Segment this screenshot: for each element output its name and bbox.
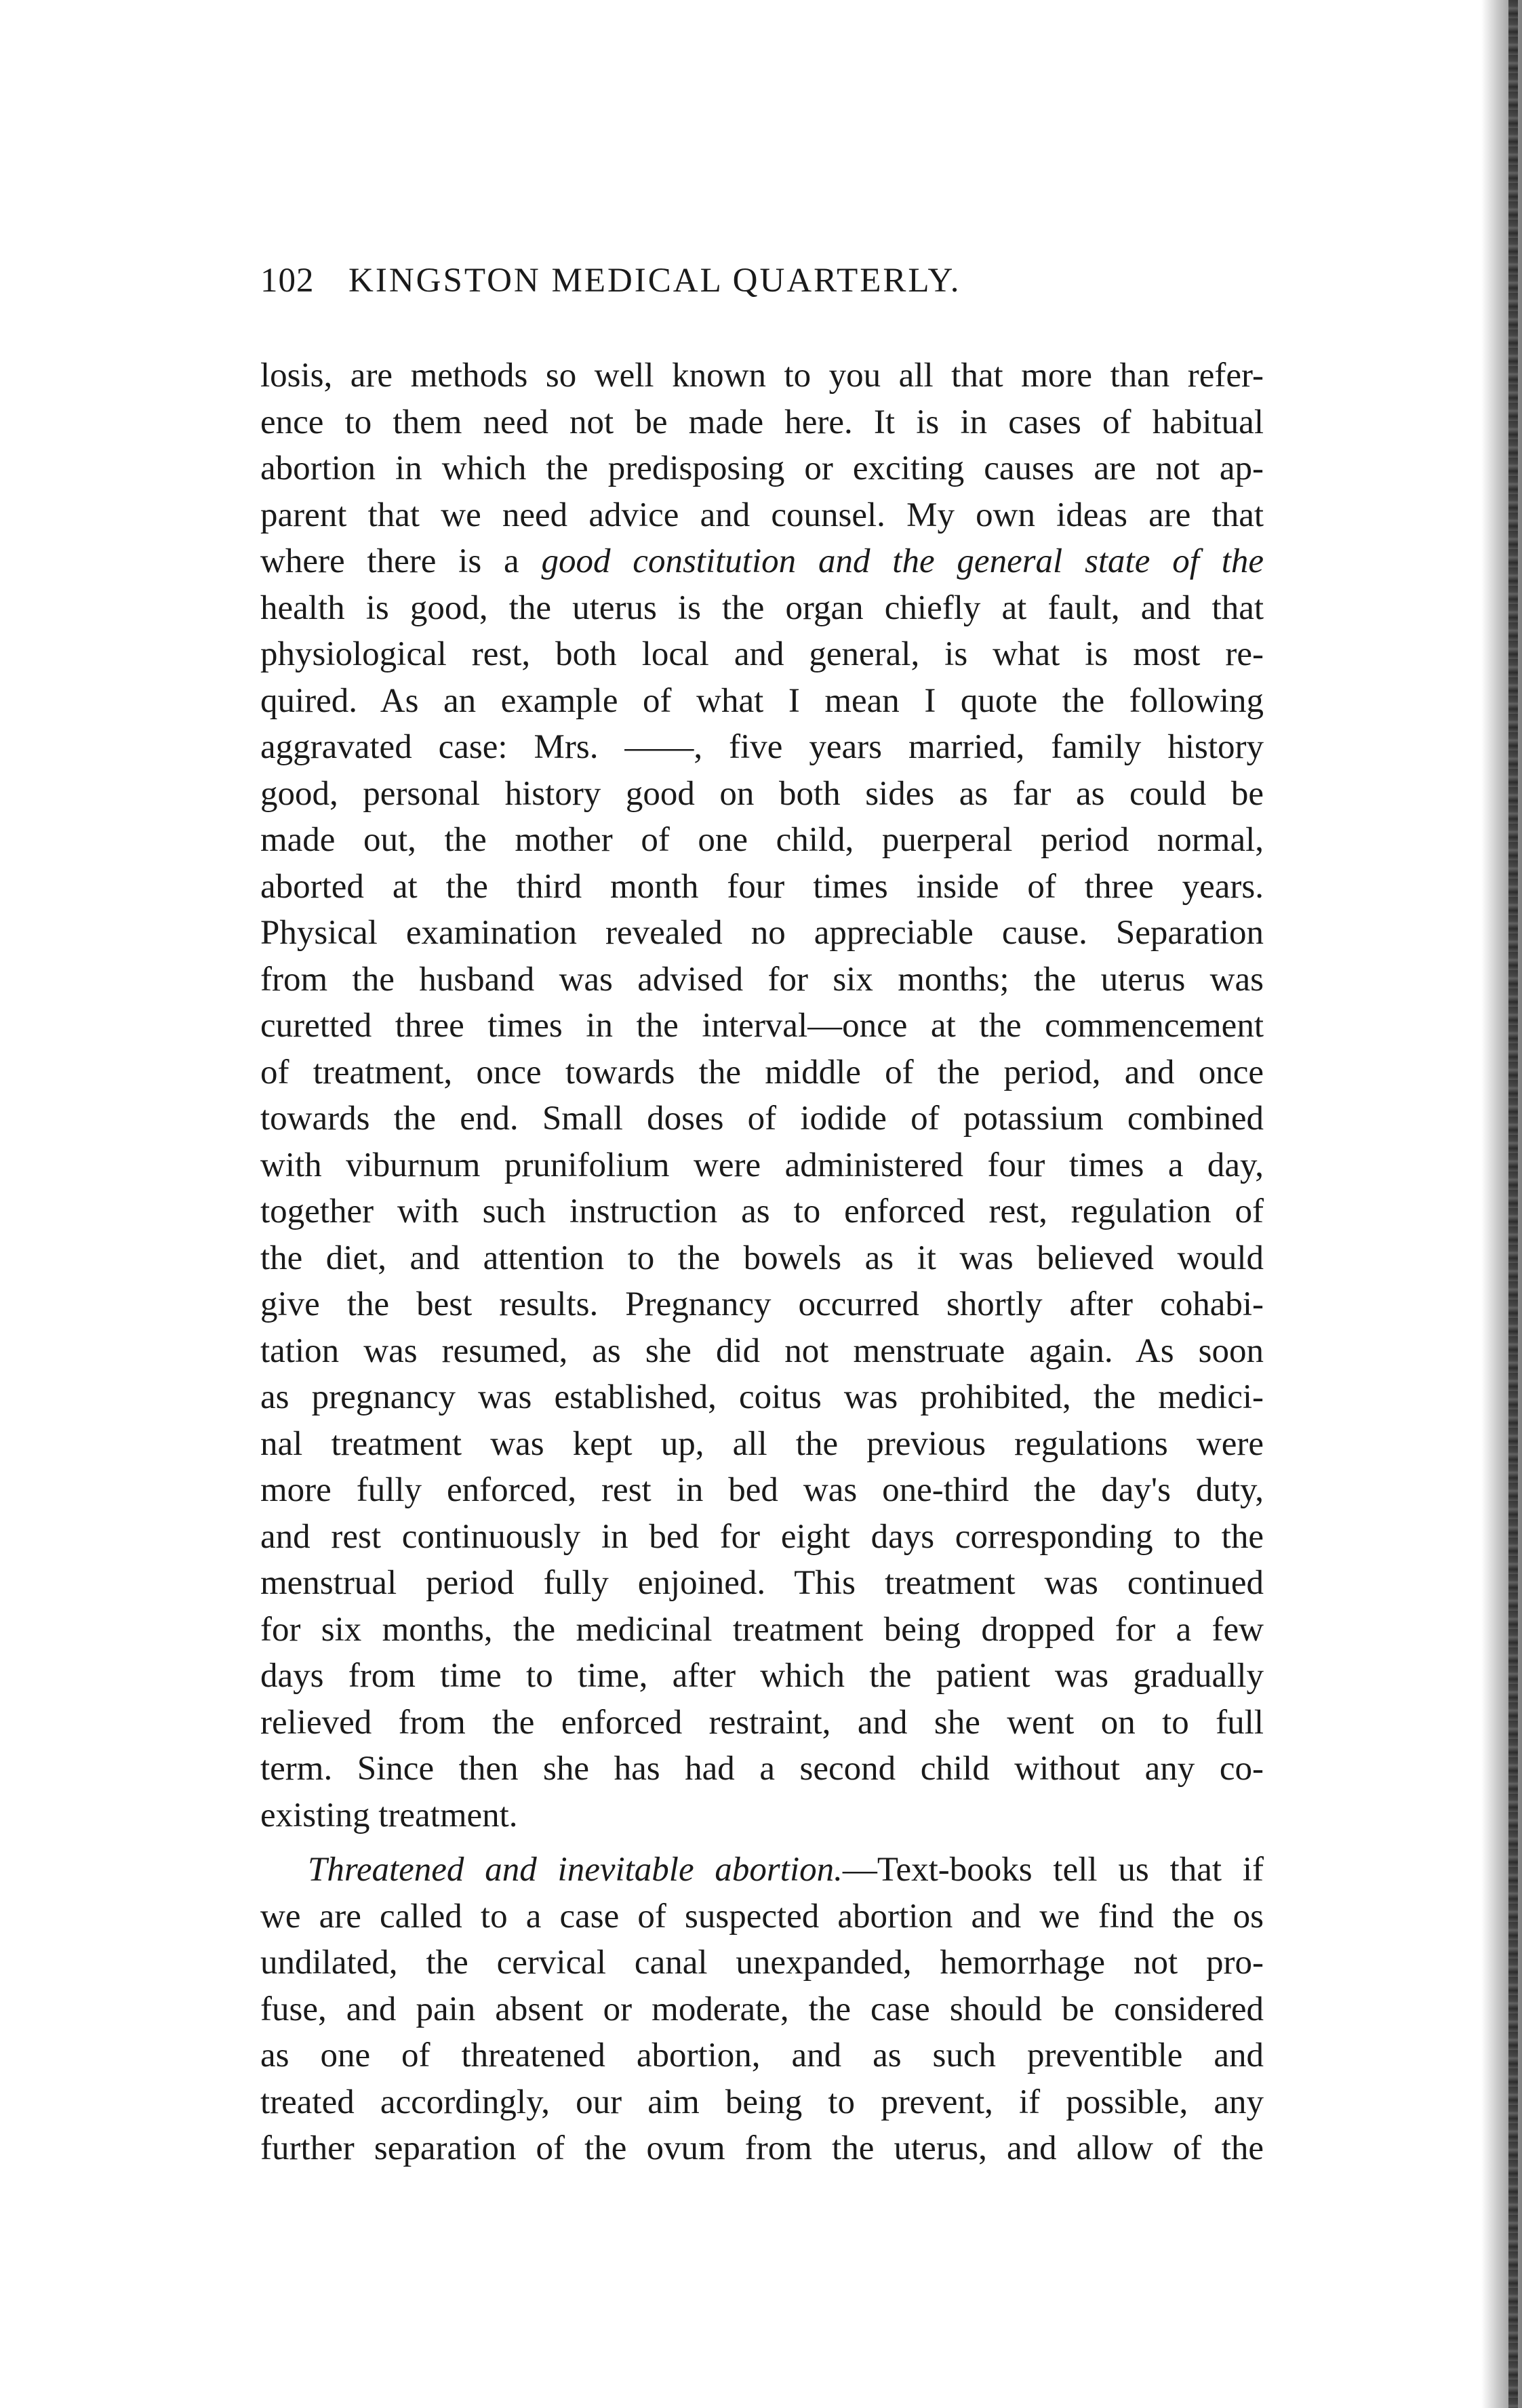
text-line: treated accordingly, our aim being to prevent, if possible, any bbox=[260, 2083, 1264, 2121]
page-header bbox=[260, 261, 1264, 315]
text-line: with viburnum prunifolium were administered four times a day, bbox=[260, 1146, 1264, 1184]
text-line: give the best results. Pregnancy occurred shortly after cohabi- bbox=[260, 1285, 1264, 1323]
text-segment: where there is a bbox=[260, 542, 542, 580]
paragraph-1 bbox=[260, 353, 1264, 1839]
text-line: as one of threatened abortion, and as such preventible and bbox=[260, 2036, 1264, 2074]
text-line: ence to them need not be made here. It is in cases of habitual bbox=[260, 403, 1264, 441]
text-line: as pregnancy was established, coitus was prohibited, the medici- bbox=[260, 1378, 1264, 1416]
italic-phrase: good constitution and the general state of the bbox=[541, 542, 1264, 580]
text-line: good, personal history good on both sides as far as could be bbox=[260, 774, 1264, 813]
text-line: of treatment, once towards the middle of the period, and once bbox=[260, 1053, 1264, 1091]
text-line: curetted three times in the interval—once at the commencement bbox=[260, 1007, 1264, 1045]
text-line: relieved from the enforced restraint, and she went on to full bbox=[260, 1703, 1264, 1742]
text-line-mixed bbox=[260, 1847, 1264, 1893]
text-line: the diet, and attention to the bowels as it was believed would bbox=[260, 1239, 1264, 1277]
text-line: losis, are methods so well known to you all that more than refer- bbox=[260, 357, 1264, 395]
text-line: days from time to time, after which the patient was gradually bbox=[260, 1657, 1264, 1695]
text-line: menstrual period fully enjoined. This treatment was continued bbox=[260, 1564, 1264, 1602]
page-number: 102 bbox=[260, 262, 315, 300]
text-line: existing treatment. bbox=[260, 1796, 518, 1834]
section-heading: Threatened and inevitable abortion. bbox=[308, 1851, 843, 1889]
text-line: together with such instruction as to enforced rest, regulation of bbox=[260, 1192, 1264, 1230]
text-line: for six months, the medicinal treatment being dropped for a few bbox=[260, 1610, 1264, 1649]
scan-edge-texture bbox=[1508, 0, 1518, 2408]
text-line: further separation of the ovum from the uterus, and allow of the bbox=[260, 2129, 1264, 2167]
paragraph-2 bbox=[260, 1847, 1264, 2172]
text-line: health is good, the uterus is the organ chiefly at fault, and that bbox=[260, 588, 1264, 627]
text-line: abortion in which the predisposing or exciting causes are not ap- bbox=[260, 449, 1264, 487]
text-line: more fully enforced, rest in bed was one-third the day's duty, bbox=[260, 1471, 1264, 1509]
text-line: aborted at the third month four times inside of three years. bbox=[260, 867, 1264, 906]
text-line: term. Since then she has had a second child without any co- bbox=[260, 1750, 1264, 1788]
text-line: and rest continuously in bed for eight days corresponding to the bbox=[260, 1517, 1264, 1556]
text-line: aggravated case: Mrs. ——, five years married, family history bbox=[260, 728, 1264, 766]
running-title: KINGSTON MEDICAL QUARTERLY. bbox=[348, 262, 961, 300]
scan-edge-shadow bbox=[1481, 0, 1522, 2408]
text-line: undilated, the cervical canal unexpanded, hemorrhage not pro- bbox=[260, 1944, 1264, 1982]
text-line: nal treatment was kept up, all the previous regulations were bbox=[260, 1424, 1264, 1463]
text-line: physiological rest, both local and general, is what is most re- bbox=[260, 635, 1264, 673]
body-text bbox=[260, 353, 1264, 2172]
text-line: parent that we need advice and counsel. My own ideas are that bbox=[260, 496, 1264, 534]
text-line: fuse, and pain absent or moderate, the case should be considered bbox=[260, 1990, 1264, 2028]
text-segment: —Text-books tell us that if bbox=[842, 1851, 1264, 1889]
text-line: made out, the mother of one child, puerperal period normal, bbox=[260, 821, 1264, 859]
paragraph-gap bbox=[260, 1839, 1264, 1847]
text-line: tation was resumed, as she did not menstruate again. As soon bbox=[260, 1331, 1264, 1370]
text-line-mixed bbox=[260, 538, 1264, 585]
text-line: towards the end. Small doses of iodide of potassium combined bbox=[260, 1100, 1264, 1138]
text-line: from the husband was advised for six months; the uterus was bbox=[260, 960, 1264, 999]
text-line: quired. As an example of what I mean I quote the following bbox=[260, 681, 1264, 720]
text-line: Physical examination revealed no appreciable cause. Separation bbox=[260, 914, 1264, 952]
text-line: we are called to a case of suspected abortion and we find the os bbox=[260, 1897, 1264, 1935]
